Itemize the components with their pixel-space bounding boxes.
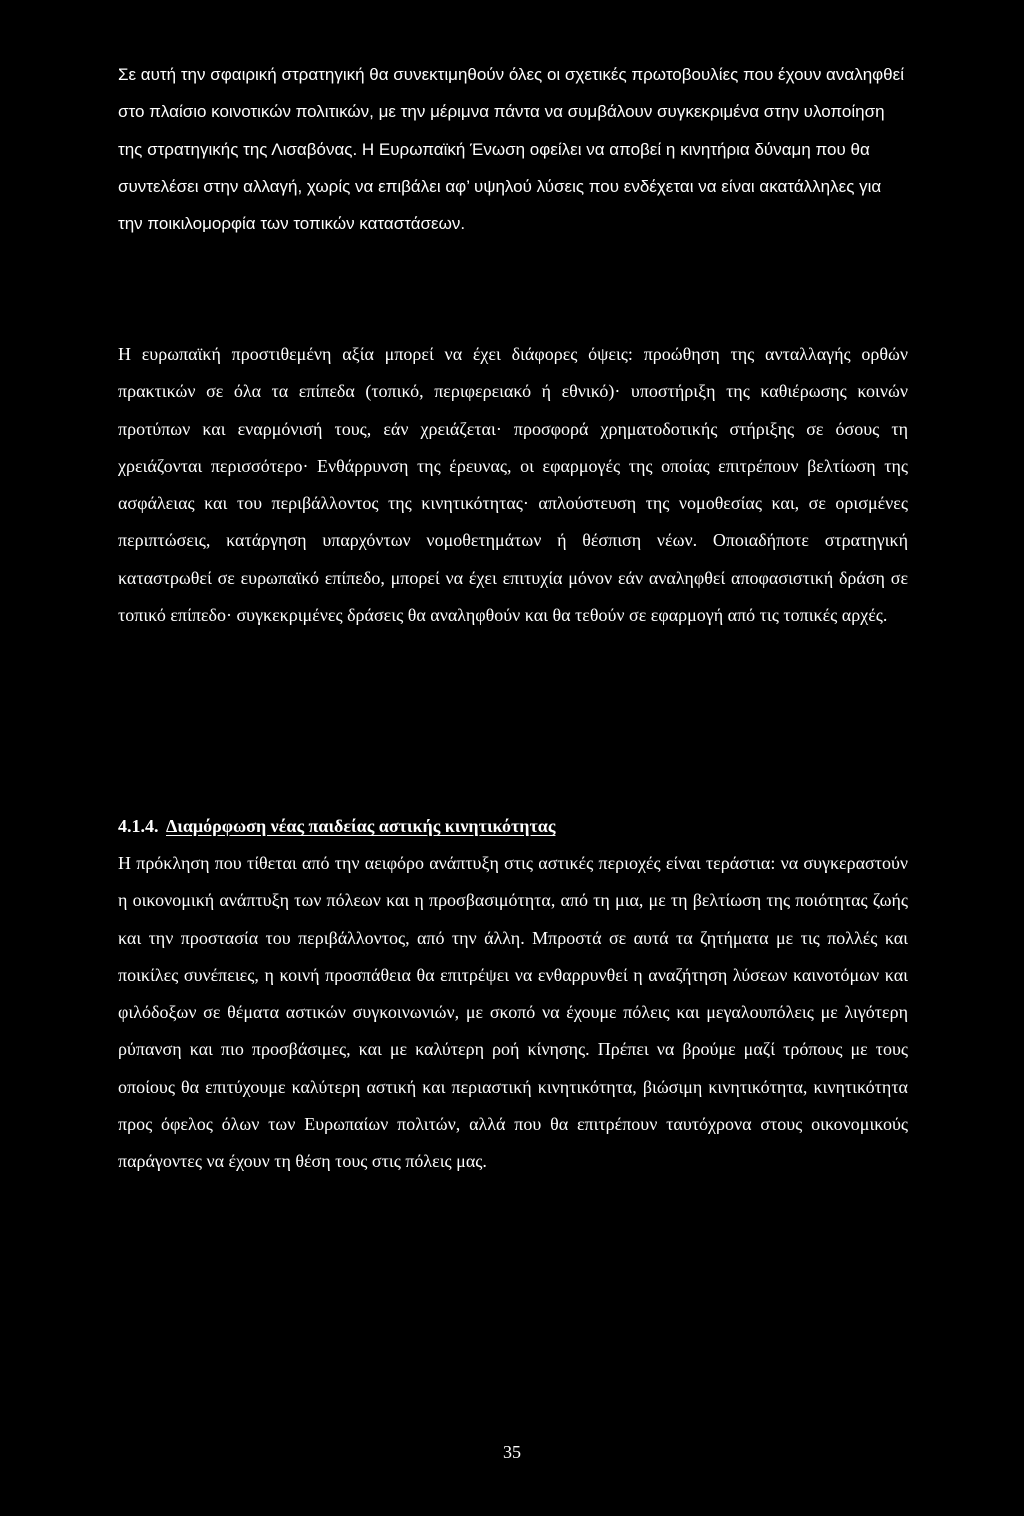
paragraph-urban-mobility: Η πρόκληση που τίθεται από την αειφόρο ανάπτυξη στις αστικές περιοχές είναι τεράστια: να συγκεραστούν η οικονομική ανάπτυξη των πόλεων και η προσβασιμότητα, από τη μια, με τη βελτίωση της ποιότητας ζωής και την προστασία του περιβάλλοντος, από την άλλη. Μπροστά σε αυτά τα ζητήματα με τις πολλές και ποικίλες συνέπειες, η κοινή προσπάθεια θα επιτρέψει να ενθαρρυνθεί η αναζήτηση λύσεων καινοτόμων και φιλόδοξων σε θέματα αστικών συγκοινωνιών, με σκοπό να έχουμε πόλεις και μεγαλουπόλεις με λιγότερη ρύπανση και πιο προσβάσιμες, και με καλύτερη ροή κίνησης. Πρέπει να βρούμε μαζί τρόπους με τους οποίους θα επιτύχουμε καλύτερη αστική και περιαστική κινητικότητα, βιώσιμη κινητικότητα, κινητικότητα προς όφελος όλων των Ευρωπαίων πολιτών, αλλά που θα επιτρέπουν ταυτόχρονα στους οικονομικούς παράγοντες να έχουν τη θέση τους στις πόλεις μας.: [118, 853, 908, 1172]
section-number: 4.1.4.: [118, 816, 159, 836]
section-heading: [118, 808, 908, 845]
paragraph-lisbon-strategy: Σε αυτή την σφαιρική στρατηγική θα συνεκτιμηθούν όλες οι σχετικές πρωτοβουλίες που έχουν αναληφθεί στο πλαίσιο κοινοτικών πολιτικών, με την μέριμνα πάντα να συμβάλουν συγκεκριμένα στην υλοποίηση της στρατηγικής της Λισαβόνας. Η Ευρωπαϊκή Ένωση οφείλει να αποβεί η κινητήρια δύναμη που θα συντελέσει στην αλλαγή, χωρίς να επιβάλει αφ’ υψηλού λύσεις που ενδέχεται να είναι ακατάλληλες για την ποικιλομορφία των τοπικών καταστάσεων.: [118, 65, 904, 234]
section-title: Διαμόρφωση νέας παιδείας αστικής κινητικότητας: [166, 816, 556, 836]
paragraph-european-added-value: Η ευρωπαϊκή προστιθεμένη αξία μπορεί να έχει διάφορες όψεις: προώθηση της ανταλλαγής ορθών πρακτικών σε όλα τα επίπεδα (τοπικό, περιφερειακό ή εθνικό)· υποστήριξη της καθιέρωσης κοινών προτύπων και εναρμόνισή τους, εάν χρειάζεται· προσφορά χρηματοδοτικής στήριξης σε όσους τη χρειάζονται περισσότερο· Ενθάρρυνση της έρευνας, οι εφαρμογές της οποίας επιτρέπουν βελτίωση της ασφάλειας και του περιβάλλοντος της κινητικότητας· απλούστευση της νομοθεσίας και, σε ορισμένες περιπτώσεις, κατάργηση υπαρχόντων νομοθετημάτων ή θέσπιση νέων. Οποιαδήποτε στρατηγική καταστρωθεί σε ευρωπαϊκό επίπεδο, μπορεί να έχει επιτυχία μόνον εάν αναληφθεί αποφασιστική δράση σε τοπικό επίπεδο· συγκεκριμένες δράσεις θα αναληφθούν και θα τεθούν σε εφαρμογή από τις τοπικές αρχές.: [118, 344, 908, 626]
page-number: 35: [503, 1442, 521, 1462]
